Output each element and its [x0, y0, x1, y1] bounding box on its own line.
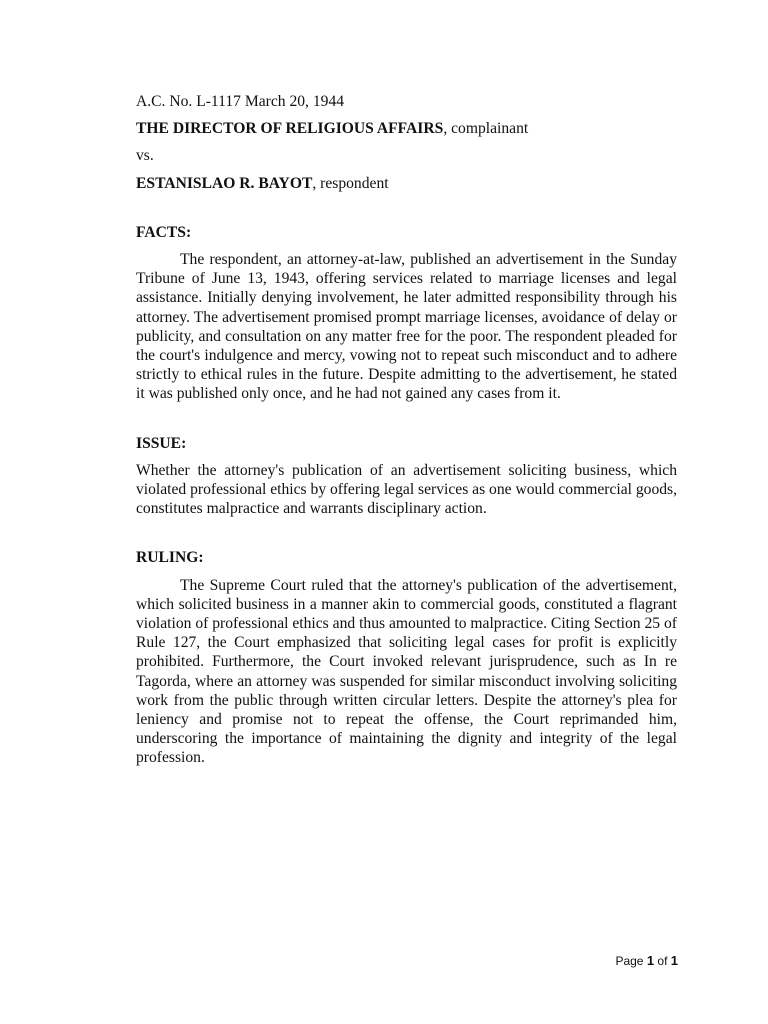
page-number-footer — [615, 953, 678, 968]
facts-paragraph: The respondent, an attorney-at-law, published an advertisement in the Sunday Tribune of June 13, 1943, offering services related to marriage licenses and legal assistance. Initially denying involvement, he later admitted responsibility through his attorney. The advertisement promised prompt marriage licenses, avoidance of delay or publicity, and consultation on any matter free for the poor. The respondent pleaded for the court's indulgence and mercy, vowing not to repeat such misconduct and to adhere strictly to ethical rules in the future. Despite admitting to the advertisement, he stated it was published only once, and he had not gained any cases from it. — [136, 251, 677, 403]
issue-heading: ISSUE: — [136, 434, 187, 452]
respondent-name: ESTANISLAO R. BAYOT — [136, 174, 313, 192]
document-body — [136, 92, 677, 768]
of-label: of — [657, 954, 668, 968]
current-page-number: 1 — [646, 953, 655, 968]
issue-paragraph: Whether the attorney's publication of an advertisement soliciting business, which violated professional ethics by offering legal services as one would commercial goods, constitutes malpractice and warrants disciplinary action. — [136, 461, 678, 518]
facts-heading: FACTS: — [136, 223, 192, 241]
page-label: Page — [615, 954, 644, 968]
complainant-name: THE DIRECTOR OF RELIGIOUS AFFAIRS — [136, 120, 444, 138]
versus-text: vs. — [136, 147, 154, 165]
complainant-role: , complainant — [443, 120, 529, 138]
ruling-paragraph: The Supreme Court ruled that the attorney's publication of the advertisement, which solicited business in a manner akin to commercial goods, constituted a flagrant violation of professional ethics and thus amounted to malpractice. Citing Section 25 of Rule 127, the Court emphasized that soliciting legal cases for profit is explicitly prohibited. Furthermore, the Court invoked relevant jurisprudence, such as In re Tagorda, where an attorney was suspended for similar misconduct involving soliciting work from the public through written circular letters. Despite the attorney's plea for leniency and promise not to repeat the offense, the Court reprimanded him, underscoring the importance of maintaining the dignity and integrity of the legal profession. — [136, 576, 677, 767]
total-pages-number: 1 — [670, 953, 678, 968]
respondent-role: , respondent — [312, 174, 389, 192]
respondent-line — [136, 174, 677, 193]
ruling-heading: RULING: — [136, 549, 204, 567]
case-number: A.C. No. L-1117 March 20, 1944 — [136, 93, 345, 110]
complainant-line — [136, 119, 677, 138]
